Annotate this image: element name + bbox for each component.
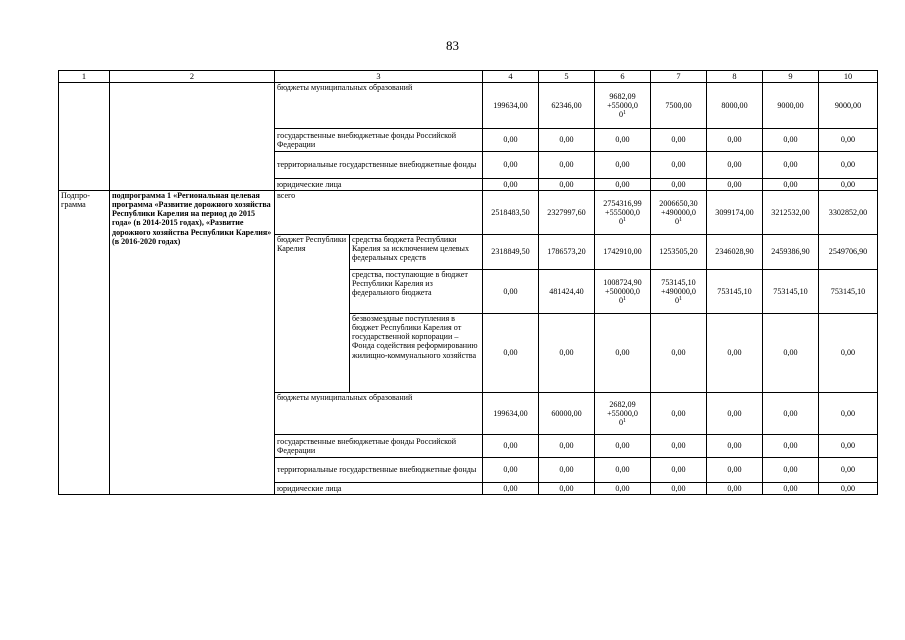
value-cell: 0,00 [763,129,819,152]
column-header: 7 [651,71,707,83]
value-cell: 2754316,99 +555000,0 $0^1$ [595,191,651,235]
value-cell: 8000,00 [707,83,763,129]
value-cell: 0,00 [819,152,878,179]
value-cell: 0,00 [539,152,595,179]
value-cell: 1008724,90 +500000,0 $0^1$ [595,270,651,314]
column-header: 2 [110,71,275,83]
value-cell: 0,00 [763,393,819,435]
column-header: 10 [819,71,878,83]
value-cell: 753145,10 [707,270,763,314]
source-label: бюджеты муниципальных образований [275,393,483,435]
value-cell: 7500,00 [651,83,707,129]
value-cell: 0,00 [483,458,539,483]
budget-group-label: бюджет Республики Карелия [275,235,350,393]
value-cell: 2549706,90 [819,235,878,270]
header-row [59,71,878,83]
value-cell: 753145,10 [819,270,878,314]
column-header: 1 [59,71,110,83]
value-cell: 2459386,90 [763,235,819,270]
table-row [59,191,878,235]
value-cell: 0,00 [707,483,763,495]
source-label: средства бюджета Республики Карелия за исключением целевых федеральных средств [350,235,483,270]
value-cell: 3212532,00 [763,191,819,235]
source-label: государственные внебюджетные фонды Российской Федерации [275,435,483,458]
footnote-mark: 1 [623,418,627,425]
program-title: подпрограмма 1 «Региональная целевая программа «Развитие дорожного хозяйства Республики Карелия на период до 2015 года» (в 2014-2015 годах), «Развитие дорожного хозяйства Республики Карелия» (в 2016-2020 годах) [110,191,275,495]
value-cell: 0,00 [763,314,819,393]
column-header: 8 [707,71,763,83]
value-cell: 9682,09 +55000,0 $0^1$ [595,83,651,129]
value-cell: 62346,00 [539,83,595,129]
value-cell: 0,00 [651,393,707,435]
value-cell: 753145,10 [763,270,819,314]
table-row [59,83,878,129]
footnote-mark: 1 [623,217,627,224]
column-header: 9 [763,71,819,83]
column-header: 6 [595,71,651,83]
value-cell: 199634,00 [483,83,539,129]
column-header: 5 [539,71,595,83]
value-cell: 0,00 [651,314,707,393]
source-label: бюджеты муниципальных образований [275,83,483,129]
value-cell: 0,00 [539,458,595,483]
value-cell: 0,00 [651,129,707,152]
program-type: Подпро- грамма [59,191,110,495]
total-label: всего [275,191,483,235]
source-label: юридические лица [275,179,483,191]
value-cell: 481424,40 [539,270,595,314]
source-label: средства, поступающие в бюджет Республики Карелия из федерального бюджета [350,270,483,314]
value-cell: 0,00 [595,458,651,483]
value-cell: 0,00 [819,129,878,152]
value-cell: 1742910,00 [595,235,651,270]
type-cell [59,83,110,191]
value-cell: 0,00 [707,393,763,435]
value-cell: 199634,00 [483,393,539,435]
value-cell: 60000,00 [539,393,595,435]
footnote-mark: 1 [623,110,627,117]
value-cell: 0,00 [819,435,878,458]
source-label: безвозмездные поступления в бюджет Республики Карелия от государственной корпорации – Фонда содействия реформированию жилищно-коммунального хозяйства [350,314,483,393]
value-cell: 1786573,20 [539,235,595,270]
value-cell: 0,00 [707,458,763,483]
value-cell: 0,00 [707,314,763,393]
value-cell: 9000,00 [819,83,878,129]
value-cell: 0,00 [539,435,595,458]
value-cell: 0,00 [539,179,595,191]
value-cell: 0,00 [819,393,878,435]
value-cell: 0,00 [595,152,651,179]
value-cell: 2518483,50 [483,191,539,235]
value-cell: 0,00 [651,179,707,191]
value-cell: 0,00 [763,435,819,458]
source-label: юридические лица [275,483,483,495]
value-cell: 0,00 [595,179,651,191]
value-cell: 0,00 [763,483,819,495]
value-cell: 0,00 [651,152,707,179]
value-cell: 0,00 [763,458,819,483]
footnote-mark: 1 [679,296,683,303]
value-cell: 753145,10 +490000,0 $0^1$ [651,270,707,314]
source-label: территориальные государственные внебюджетные фонды [275,152,483,179]
value-cell: 0,00 [651,483,707,495]
value-cell: 0,00 [707,435,763,458]
value-cell: 0,00 [763,179,819,191]
value-cell: 0,00 [651,435,707,458]
value-cell: 2327997,60 [539,191,595,235]
value-cell: 0,00 [651,458,707,483]
value-cell: 0,00 [819,458,878,483]
footnote-mark: 1 [623,296,627,303]
value-cell: 0,00 [763,152,819,179]
value-cell: 0,00 [483,435,539,458]
value-cell: 0,00 [595,483,651,495]
value-cell: 0,00 [483,314,539,393]
value-cell: 0,00 [483,152,539,179]
value-cell: 9000,00 [763,83,819,129]
value-cell: 0,00 [483,270,539,314]
value-cell: 0,00 [539,314,595,393]
value-cell: 0,00 [819,314,878,393]
value-cell: 0,00 [819,179,878,191]
column-header: 3 [275,71,483,83]
value-cell: 0,00 [595,435,651,458]
value-cell: 0,00 [539,129,595,152]
value-cell: 0,00 [539,483,595,495]
value-cell: 2318849,50 [483,235,539,270]
value-cell: 0,00 [707,152,763,179]
value-cell: 0,00 [819,483,878,495]
value-cell: 0,00 [595,129,651,152]
source-label: государственные внебюджетные фонды Российской Федерации [275,129,483,152]
source-label: территориальные государственные внебюджетные фонды [275,458,483,483]
value-cell: 2682,09 +55000,0 $0^1$ [595,393,651,435]
value-cell: 3302852,00 [819,191,878,235]
value-cell: 0,00 [483,179,539,191]
page-number: 83 [446,38,459,53]
budget-table [58,70,878,495]
column-header: 4 [483,71,539,83]
value-cell: 2006650,30 +490000,0 $0^1$ [651,191,707,235]
value-cell: 0,00 [483,483,539,495]
value-cell: 3099174,00 [707,191,763,235]
value-cell: 2346028,90 [707,235,763,270]
name-cell [110,83,275,191]
footnote-mark: 1 [679,217,683,224]
value-cell: 1253505,20 [651,235,707,270]
value-cell: 0,00 [707,179,763,191]
value-cell: 0,00 [595,314,651,393]
value-cell: 0,00 [483,129,539,152]
value-cell: 0,00 [707,129,763,152]
